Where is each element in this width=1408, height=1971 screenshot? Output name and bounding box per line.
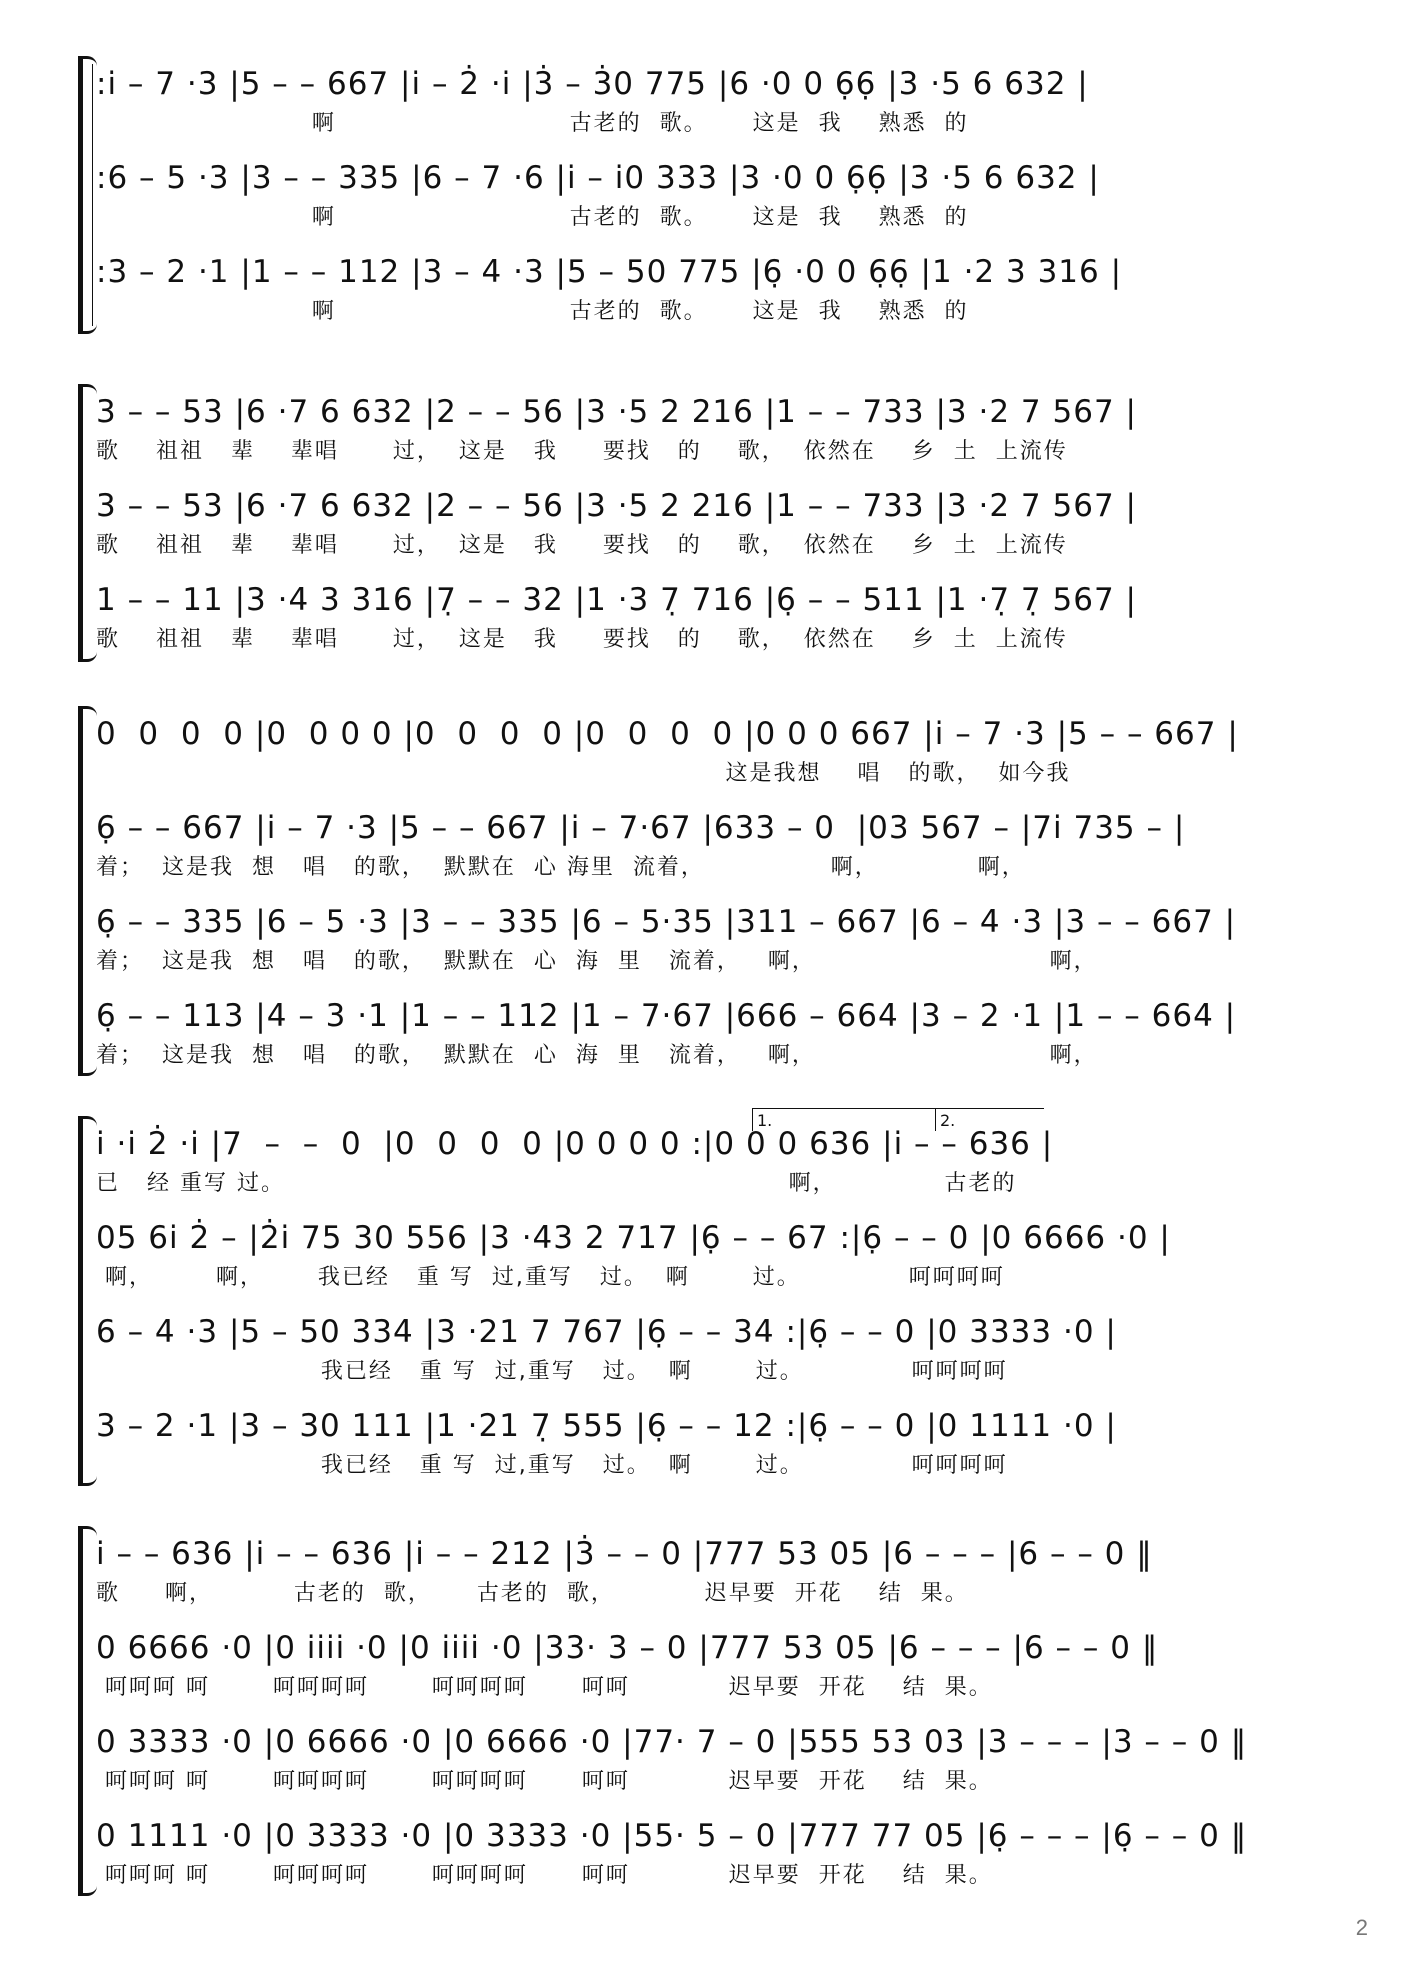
notation: 1 – – 11 |3 ·4 3 316 |7̣ – – 32 |1 ·3 7̣ 716 |6̣ – – 511 |1 ·7̣ 7̣ 567 |: [96, 582, 1137, 618]
volta-2: 2.: [935, 1108, 1044, 1131]
notation: 0 6666 ·0 |0 i̇i̇i̇i̇ ·0 |0 i̇i̇i̇i̇ ·0 |33· 3 – 0 |777 53 05 |6 – – – |6 – – 0 ‖: [96, 1630, 1159, 1666]
lyrics: 这是我想 唱 的歌， 如今我: [96, 761, 1071, 786]
notation: 0 0 0 0 |0 0 0 0 |0 0 0 0 |0 0 0 0 |0 0 0 667 |i̇ – 7 ·3 |5 – – 667 |: [96, 716, 1239, 752]
notation: i̇ ·i̇ 2̇ ·i̇ |7 – – 0 |0 0 0 0 |0 0 0 0 :|0 0 0 636 |i̇ – – 636 |: [96, 1126, 1054, 1162]
lyrics: 着； 这是我 想 唱 的歌， 默默在 心 海 里 流着， 啊， 啊，: [96, 949, 1098, 974]
staff-line-bass: [0, 982, 1408, 1078]
notation: 3 – 2 ·1 |3 – 30 111 |1 ·21 7̣ 555 |6̣ – – 12 :|6̣ – – 0 |0 1111 ·0 |: [96, 1408, 1117, 1444]
notation: :6 – 5 ·3 |3 – – 335 |6 – 7 ·6 |i̇ – i̇0 333 |3 ·0 0 6̣6̣ |3 ·5 6 632 |: [96, 160, 1100, 196]
notation: 05 6i̇ 2̇ – |2̇i̇ 75 30 556 |3 ·43 2 717 |6̣ – – 67 :|6̣ – – 0 |0 6666 ·0 |: [96, 1220, 1171, 1256]
staff-line-soprano: [0, 1110, 1408, 1206]
notation: :3 – 2 ·1 |1 – – 112 |3 – 4 ·3 |5 – 50 775 |6̣ ·0 0 6̣6̣ |1 ·2 3 316 |: [96, 254, 1123, 290]
lyrics: 歌 祖祖 辈 辈唱 过， 这是 我 要找 的 歌， 依然在 乡 土 上流传: [96, 439, 1068, 464]
lyrics: 歌 祖祖 辈 辈唱 过， 这是 我 要找 的 歌， 依然在 乡 土 上流传: [96, 533, 1068, 558]
lyrics: 已 经 重写 过。 啊， 古老的: [96, 1171, 1017, 1196]
staff-line-bass: [0, 1802, 1408, 1898]
staff-line-bass: [0, 566, 1408, 662]
lyrics: 着； 这是我 想 唱 的歌， 默默在 心 海里 流着， 啊， 啊，: [96, 855, 1026, 880]
notation: :i̇ – 7 ·3 |5 – – 667 |i̇ – 2̇ ·i̇ |3̇ – 3̇0 775 |6 ·0 0 6̣6̣ |3 ·5 6 632 |: [96, 66, 1089, 102]
lyrics: 呵呵呵 呵 呵呵呵呵 呵呵呵呵 呵呵 迟早要 开花 结 果。: [96, 1675, 993, 1700]
notation: 3 – – 53 |6 ·7 6 632 |2 – – 56 |3 ·5 2 216 |1 – – 733 |3 ·2 7 567 |: [96, 394, 1137, 430]
staff-line-bass: [0, 238, 1408, 334]
lyrics: 呵呵呵 呵 呵呵呵呵 呵呵呵呵 呵呵 迟早要 开花 结 果。: [96, 1769, 993, 1794]
lyrics: 呵呵呵 呵 呵呵呵呵 呵呵呵呵 呵呵 迟早要 开花 结 果。: [96, 1863, 993, 1888]
staff-line-soprano: [0, 378, 1408, 474]
staff-line-tenor: [0, 794, 1408, 890]
lyrics: 啊 古老的 歌。 这是 我 熟悉 的: [96, 205, 969, 230]
notation: 0 3333 ·0 |0 6666 ·0 |0 6666 ·0 |77· 7 – 0 |555 53 03 |3 – – – |3 – – 0 ‖: [96, 1724, 1248, 1760]
staff-line-soprano: [0, 700, 1408, 796]
staff-line-tenor: [0, 1614, 1408, 1710]
staff-line-alto: [0, 1298, 1408, 1394]
notation: i̇ – – 636 |i̇ – – 636 |i̇ – – 212 |3̇ – – 0 |777 53 05 |6 – – – |6 – – 0 ‖: [96, 1536, 1153, 1572]
lyrics: 着； 这是我 想 唱 的歌， 默默在 心 海 里 流着， 啊， 啊，: [96, 1043, 1098, 1068]
staff-line-alto: [0, 888, 1408, 984]
staff-line-tenor: [0, 1204, 1408, 1300]
notation: 6̣ – – 335 |6 – 5 ·3 |3 – – 335 |6 – 5·35 |311 – 667 |6 – 4 ·3 |3 – – 667 |: [96, 904, 1237, 940]
staff-line-alto: [0, 1708, 1408, 1804]
page-number: 2: [1355, 1915, 1368, 1940]
lyrics: 我已经 重 写 过,重写 过。 啊 过。 呵呵呵呵: [96, 1359, 1008, 1384]
lyrics: 歌 啊， 古老的 歌， 古老的 歌， 迟早要 开花 结 果。: [96, 1581, 969, 1606]
staff-line-alto: [0, 144, 1408, 240]
staff-line-soprano: [0, 1520, 1408, 1616]
lyrics: 歌 祖祖 辈 辈唱 过， 这是 我 要找 的 歌， 依然在 乡 土 上流传: [96, 627, 1068, 652]
notation: 0 1111 ·0 |0 3333 ·0 |0 3333 ·0 |55· 5 – 0 |777 77 05 |6̣ – – – |6̣ – – 0 ‖: [96, 1818, 1248, 1854]
lyrics: 啊 古老的 歌。 这是 我 熟悉 的: [96, 111, 969, 136]
volta-1: 1.: [752, 1108, 936, 1131]
staff-line-soprano: [0, 50, 1408, 146]
staff-line-bass: [0, 1392, 1408, 1488]
notation: 6̣ – – 113 |4 – 3 ·1 |1 – – 112 |1 – 7·67 |666 – 664 |3 – 2 ·1 |1 – – 664 |: [96, 998, 1237, 1034]
notation: 6 – 4 ·3 |5 – 50 334 |3 ·21 7 767 |6̣ – – 34 :|6̣ – – 0 |0 3333 ·0 |: [96, 1314, 1117, 1350]
lyrics: 啊 古老的 歌。 这是 我 熟悉 的: [96, 299, 969, 324]
lyrics: 我已经 重 写 过,重写 过。 啊 过。 呵呵呵呵: [96, 1453, 1008, 1478]
notation: 3 – – 53 |6 ·7 6 632 |2 – – 56 |3 ·5 2 216 |1 – – 733 |3 ·2 7 567 |: [96, 488, 1137, 524]
staff-line-alto: [0, 472, 1408, 568]
lyrics: 啊， 啊， 我已经 重 写 过,重写 过。 啊 过。 呵呵呵呵: [96, 1265, 1005, 1290]
notation: 6̣ – – 667 |i̇ – 7 ·3 |5 – – 667 |i̇ – 7·67 |633 – 0 |03 567 – |7i̇ 735 – |: [96, 810, 1186, 846]
